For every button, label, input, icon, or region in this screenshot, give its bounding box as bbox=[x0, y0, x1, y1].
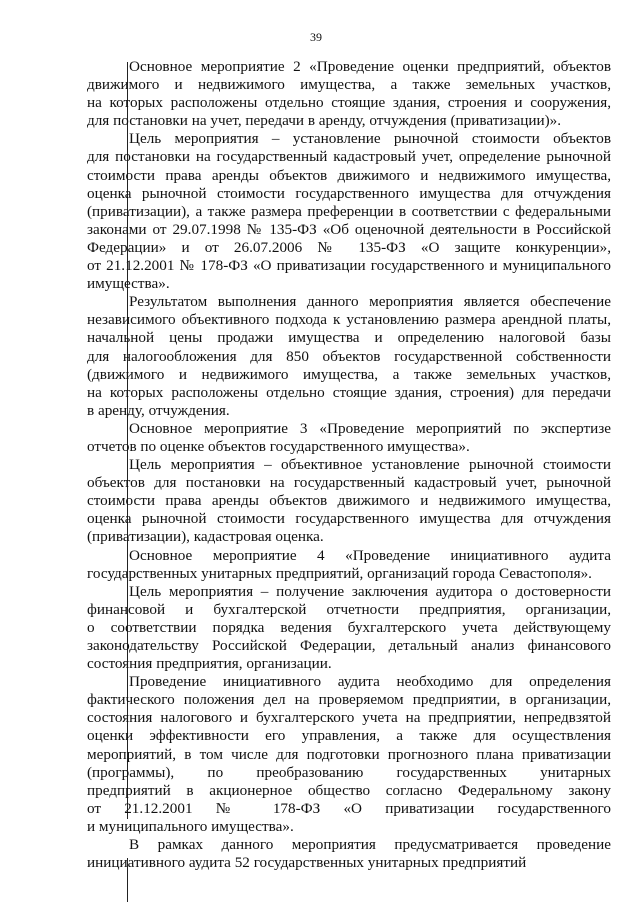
paragraph-4 bbox=[87, 420, 611, 456]
text-line: стоимости права аренды объектов движимого и недвижимого имущества, bbox=[87, 492, 611, 510]
text-line: Цель мероприятия – установление рыночной стоимости объектов bbox=[129, 130, 611, 148]
text-line: законами от 29.07.1998 № 135-ФЗ «Об оценочной деятельности в Российской bbox=[87, 220, 611, 238]
text-line: мероприятий, в том числе для подготовки прогнозного плана приватизации bbox=[87, 745, 611, 763]
text-line: Результатом выполнения данного мероприятия является обеспечение bbox=[129, 293, 611, 311]
text-line: состояния предприятия, организации. bbox=[87, 655, 332, 673]
text-line: фактического положения дел на проверяемом предприятии, в организации, bbox=[87, 691, 611, 709]
text-line: имущества». bbox=[87, 275, 170, 293]
text-line: для постановки на учет, передачи в аренду, отчуждения (приватизации)». bbox=[87, 112, 562, 130]
paragraph-2 bbox=[87, 130, 611, 293]
paragraph-8 bbox=[87, 673, 611, 836]
paragraph-1 bbox=[87, 58, 611, 130]
paragraph-9 bbox=[87, 836, 611, 872]
text-line: состояния налогового и бухгалтерского учета на предприятии, непредвзятой bbox=[87, 709, 611, 727]
text-line: для налогообложения для 850 объектов государственной собственности bbox=[87, 347, 611, 365]
paragraph-6 bbox=[87, 547, 611, 583]
text-line: законодательству Российской Федерации, детальный анализ финансового bbox=[87, 637, 611, 654]
text-line: Основное мероприятие 4 «Проведение инициативного аудита bbox=[129, 546, 611, 564]
text-line: государственных унитарных предприятий, организаций города Севастополя». bbox=[87, 564, 592, 582]
text-line: оценка рыночной стоимости государственного имущества для отчуждения bbox=[87, 510, 611, 528]
text-line: движимого и недвижимого имущества, а также земельных участков, bbox=[87, 76, 611, 94]
text-line: (приватизации), а также размера преференции в соответствии с федеральными bbox=[87, 202, 611, 220]
paragraph-7 bbox=[87, 583, 611, 673]
text-line: В рамках данного мероприятия предусматривается проведение bbox=[129, 836, 611, 854]
text-line: стоимости права аренды объектов движимого и недвижимого имущества, bbox=[87, 166, 611, 184]
text-line: Цель мероприятия – объективное установление рыночной стоимости bbox=[129, 456, 611, 474]
text-line: предприятий в акционерное общество согласно Федеральному закону bbox=[87, 781, 611, 799]
text-line: о соответствии порядка ведения бухгалтерского учета действующему bbox=[87, 618, 611, 636]
text-line: финансовой и бухгалтерской отчетности предприятия, организации, bbox=[87, 600, 611, 618]
text-line: от 21.12.2001 № 178-ФЗ «О приватизации государственного и муниципального bbox=[87, 257, 611, 275]
document-body bbox=[87, 58, 611, 872]
paragraph-5 bbox=[87, 456, 611, 546]
text-line: оценки эффективности его управления, а также для осуществления bbox=[87, 727, 611, 745]
text-line: на которых расположены отдельно стоящие здания, строения) для передачи bbox=[87, 383, 611, 401]
text-line: отчетов по оценке объектов государственного имущества». bbox=[87, 437, 470, 455]
text-line: Цель мероприятия – получение заключения аудитора о достоверности bbox=[129, 582, 611, 600]
text-line: Основное мероприятие 3 «Проведение мероприятий по экспертизе bbox=[129, 419, 611, 437]
text-line: и муниципального имущества». bbox=[87, 817, 294, 835]
text-line: для постановки на государственный кадастровый учет, определение рыночной bbox=[87, 148, 611, 166]
text-line: в аренду, отчуждения. bbox=[87, 401, 230, 419]
paragraph-3 bbox=[87, 293, 611, 420]
text-line: инициативного аудита 52 государственных унитарных предприятий bbox=[87, 854, 527, 872]
text-line: от 21.12.2001 № 178-ФЗ «О приватизации государственного bbox=[87, 799, 611, 817]
text-line: Основное мероприятие 2 «Проведение оценки предприятий, объектов bbox=[129, 58, 611, 75]
text-line: независимого объективного подхода к установлению размера арендной платы, bbox=[87, 311, 611, 329]
text-line: оценка рыночной стоимости государственного имущества для отчуждения bbox=[87, 184, 611, 202]
text-line: на которых расположены отдельно стоящие здания, строения и сооружения, bbox=[87, 94, 611, 112]
page-number: 39 bbox=[310, 30, 322, 44]
text-line: (приватизации), кадастровая оценка. bbox=[87, 528, 324, 546]
text-line: (движимого и недвижимого имущества, а также земельных участков, bbox=[87, 365, 611, 383]
text-line: Федерации» и от 26.07.2006 № 135-ФЗ «О защите конкуренции», bbox=[87, 238, 611, 256]
text-line: Проведение инициативного аудита необходимо для определения bbox=[129, 673, 611, 691]
text-line: объектов для постановки на государственный кадастровый учет, рыночной bbox=[87, 474, 611, 492]
text-line: (программы), по преобразованию государственных унитарных bbox=[87, 763, 611, 781]
text-line: начальной цены продажи имущества и определению налоговой базы bbox=[87, 329, 611, 347]
